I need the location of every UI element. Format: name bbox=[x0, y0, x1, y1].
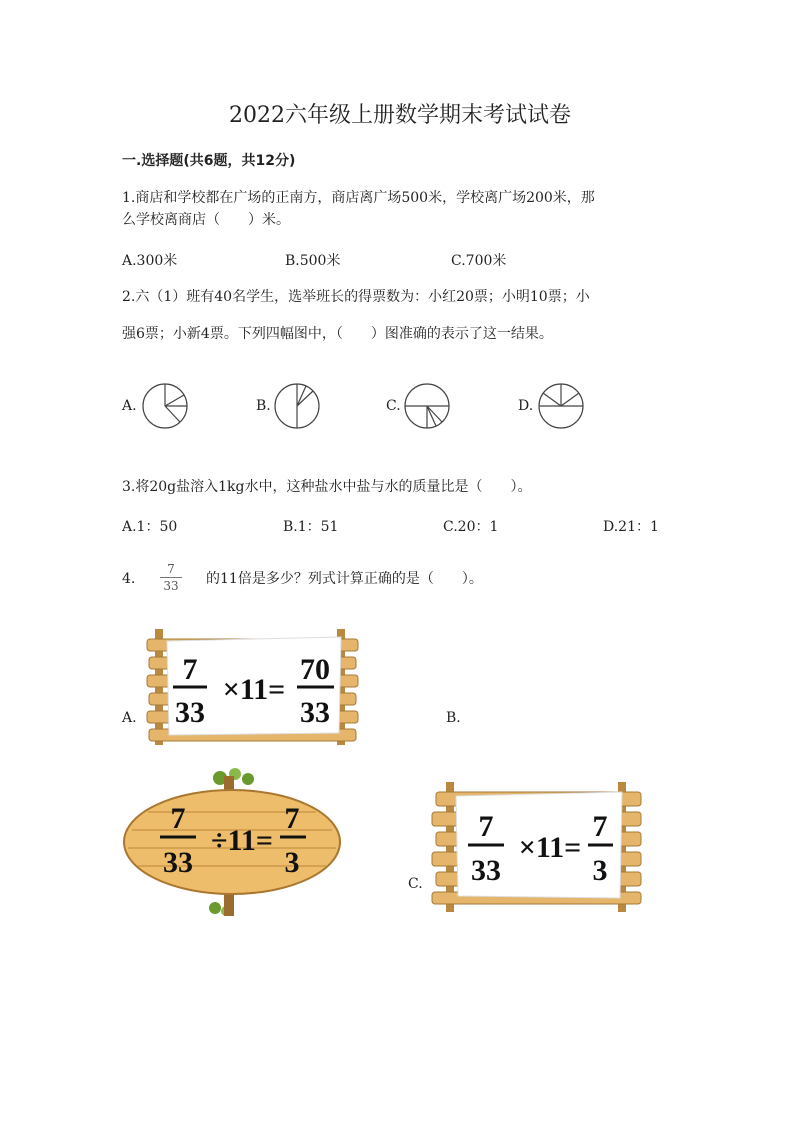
section-heading: 一.选择题(共6题，共12分) bbox=[122, 153, 296, 169]
pie-chart-c-icon bbox=[402, 381, 452, 431]
q1-line1: 1.商店和学校都在广场的正南方，商店离广场500米，学校离广场200米，那 bbox=[122, 190, 595, 206]
q3-option-b[interactable]: B.1：51 bbox=[283, 519, 339, 535]
sign-c-den2: 3 bbox=[592, 854, 608, 887]
q4-fraction bbox=[160, 562, 182, 593]
sign-c-operator: ×11= bbox=[518, 831, 582, 864]
q4-fraction-numerator: 7 bbox=[167, 562, 175, 576]
q4-option-c[interactable]: C. bbox=[408, 876, 423, 892]
q1-option-c[interactable]: C.700米 bbox=[451, 253, 507, 269]
wooden-sign-a-image bbox=[145, 627, 360, 747]
q4-number: 4. bbox=[122, 571, 136, 587]
q4-option-b[interactable]: B. bbox=[446, 710, 461, 726]
sign-c-den1: 33 bbox=[471, 854, 501, 887]
q3-line1: 3.将20g盐溶入1kg水中，这种盐水中盐与水的质量比是（ ）。 bbox=[122, 479, 532, 495]
q1-line2: 么学校离商店（ ）米。 bbox=[122, 212, 290, 228]
sign-b-den1: 33 bbox=[163, 846, 193, 879]
q2-line1: 2.六（1）班有40名学生，选举班长的得票数为：小红20票；小明10票；小 bbox=[122, 289, 590, 305]
sign-b-operator: ÷11= bbox=[211, 824, 273, 857]
q2-option-c[interactable]: C. bbox=[386, 398, 401, 414]
sign-b-den2: 3 bbox=[284, 846, 300, 879]
q2-option-b[interactable]: B. bbox=[256, 398, 271, 414]
wooden-sign-c-image bbox=[430, 780, 645, 912]
q2-option-a[interactable]: A. bbox=[122, 398, 137, 414]
q4-fraction-denominator: 33 bbox=[163, 579, 179, 593]
sign-b-num2: 7 bbox=[284, 802, 300, 835]
sign-a-num2: 70 bbox=[300, 653, 330, 686]
sign-a-den1: 33 bbox=[175, 696, 205, 729]
sign-c-num2: 7 bbox=[592, 810, 608, 843]
q4-option-a[interactable]: A. bbox=[122, 710, 137, 726]
page-title: 2022六年级上册数学期末考试试卷 bbox=[229, 103, 571, 128]
q2-line2: 强6票；小新4票。下列四幅图中，（ ）图准确的表示了这一结果。 bbox=[122, 326, 553, 342]
q3-option-a[interactable]: A.1：50 bbox=[122, 519, 178, 535]
sign-a-num1: 7 bbox=[182, 653, 198, 686]
sign-c-num1: 7 bbox=[478, 810, 494, 843]
q3-option-c[interactable]: C.20：1 bbox=[443, 519, 499, 535]
q1-option-b[interactable]: B.500米 bbox=[285, 253, 341, 269]
sign-b-num1: 7 bbox=[170, 802, 186, 835]
q1-option-a[interactable]: A.300米 bbox=[122, 253, 178, 269]
sign-a-den2: 33 bbox=[300, 696, 330, 729]
pie-chart-b-icon bbox=[272, 381, 322, 431]
pie-chart-a-icon bbox=[140, 381, 190, 431]
q3-option-d[interactable]: D.21：1 bbox=[603, 519, 659, 535]
q2-option-d[interactable]: D. bbox=[518, 398, 534, 414]
pie-chart-d-icon bbox=[536, 381, 586, 431]
q4-text: 的11倍是多少？列式计算正确的是（ ）。 bbox=[206, 571, 483, 587]
oval-wooden-sign-b-image bbox=[120, 768, 345, 916]
sign-a-operator: ×11= bbox=[222, 673, 286, 706]
